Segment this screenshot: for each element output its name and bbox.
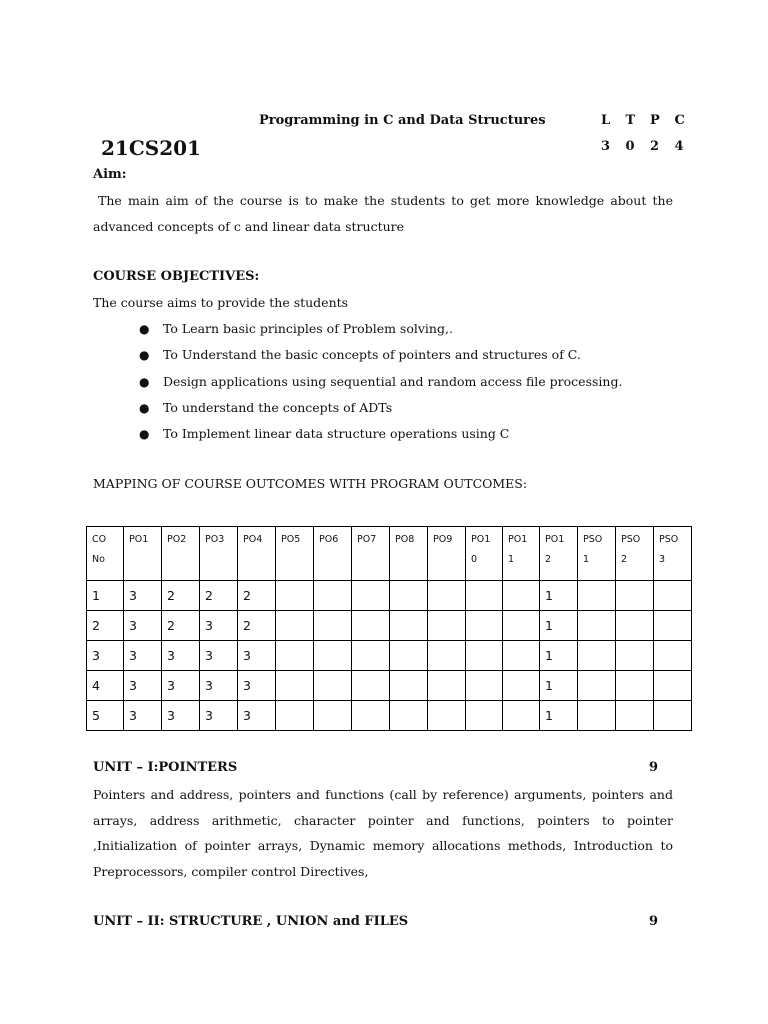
column-header-line1: PO1 — [471, 534, 491, 545]
unit1-title: UNIT – I:POINTERS — [93, 760, 238, 775]
table-cell — [466, 671, 503, 701]
column-header-line1: PO3 — [205, 534, 225, 545]
table-cell: 1 — [540, 611, 578, 641]
column-header-line2: 1 — [508, 554, 515, 565]
column-header — [276, 527, 314, 581]
column-header — [466, 527, 503, 581]
table-cell — [314, 641, 352, 671]
table-cell — [654, 581, 692, 611]
table-cell — [503, 671, 540, 701]
table-cell — [428, 581, 466, 611]
ltpc-label-c: C — [674, 113, 685, 128]
table-cell — [276, 641, 314, 671]
table-cell: 1 — [540, 701, 578, 731]
table-cell — [276, 611, 314, 641]
aim-heading: Aim: — [93, 167, 127, 182]
column-header-line1: PO4 — [243, 534, 263, 545]
table-cell — [503, 611, 540, 641]
unit1-text: Pointers and address, pointers and functions (call by reference) arguments, pointers and arrays, address arithmetic, character pointer and functions, pointers to pointer ,Initialization of pointer arrays, Dynamic memory allocations methods, Introduction to Preprocessors, compiler control Directives, — [93, 787, 673, 880]
column-header-line1: PO8 — [395, 534, 415, 545]
objective-item — [93, 316, 693, 342]
table-cell: 3 — [162, 641, 200, 671]
column-header — [578, 527, 616, 581]
table-cell: 4 — [87, 671, 124, 701]
ltpc-label-p: P — [650, 113, 660, 128]
table-cell — [654, 701, 692, 731]
ltpc-value-c: 4 — [674, 139, 684, 154]
table-cell — [466, 611, 503, 641]
objective-text: Design applications using sequential and random access file processing. — [163, 373, 623, 389]
table-cell — [466, 581, 503, 611]
column-header-line2: 0 — [471, 554, 478, 565]
table-cell — [616, 671, 654, 701]
table-cell — [466, 641, 503, 671]
table-cell — [428, 641, 466, 671]
table-cell: 3 — [162, 701, 200, 731]
table-cell — [352, 701, 390, 731]
unit1-hours: 9 — [649, 760, 659, 775]
table-cell — [352, 581, 390, 611]
table-cell — [616, 641, 654, 671]
bullet-icon: ● — [139, 374, 150, 389]
table-row — [87, 581, 692, 611]
table-cell — [276, 581, 314, 611]
table-cell: 2 — [200, 581, 238, 611]
column-header — [428, 527, 466, 581]
course-title: Programming in C and Data Structures — [259, 113, 546, 128]
table-cell — [616, 611, 654, 641]
column-header — [200, 527, 238, 581]
table-cell — [578, 701, 616, 731]
objective-text: To Understand the basic concepts of pointers and structures of C. — [163, 347, 581, 363]
objective-item — [93, 369, 693, 395]
objective-item — [93, 421, 693, 447]
column-header-line1: PO7 — [357, 534, 377, 545]
mapping-table — [86, 526, 692, 731]
table-cell — [314, 581, 352, 611]
table-cell: 1 — [540, 581, 578, 611]
bullet-icon: ● — [139, 348, 150, 363]
table-cell — [390, 611, 428, 641]
table-row — [87, 701, 692, 731]
table-row — [87, 611, 692, 641]
table-cell — [466, 701, 503, 731]
table-cell: 3 — [124, 671, 162, 701]
ltpc-label-l: L — [601, 113, 611, 128]
column-header-line1: PO6 — [319, 534, 339, 545]
ltpc-value-t: 0 — [625, 139, 635, 154]
table-cell: 3 — [238, 641, 276, 671]
table-cell — [352, 611, 390, 641]
column-header-line1: PO5 — [281, 534, 301, 545]
column-header — [87, 527, 124, 581]
table-cell — [616, 701, 654, 731]
table-cell: 2 — [238, 581, 276, 611]
column-header-line1: PSO — [583, 534, 603, 545]
table-cell — [276, 701, 314, 731]
table-cell — [654, 641, 692, 671]
ltpc-values — [601, 139, 699, 154]
mapping-heading: MAPPING OF COURSE OUTCOMES WITH PROGRAM OUTCOMES: — [93, 476, 528, 491]
column-header-line1: PO1 — [545, 534, 565, 545]
table-cell: 3 — [162, 671, 200, 701]
column-header-line1: PSO — [659, 534, 679, 545]
bullet-icon: ● — [139, 427, 150, 442]
table-cell — [276, 671, 314, 701]
table-cell: 3 — [124, 581, 162, 611]
column-header-line1: CO — [92, 534, 107, 545]
table-cell — [428, 611, 466, 641]
column-header-line2: 1 — [583, 554, 590, 565]
column-header-line1: PO9 — [433, 534, 453, 545]
table-cell: 1 — [540, 671, 578, 701]
column-header — [654, 527, 692, 581]
objective-item — [93, 395, 693, 421]
column-header — [616, 527, 654, 581]
table-cell: 3 — [124, 701, 162, 731]
column-header — [352, 527, 390, 581]
objectives-list — [93, 316, 693, 447]
ltpc-labels — [601, 113, 699, 128]
table-cell: 3 — [238, 701, 276, 731]
table-cell — [616, 581, 654, 611]
table-cell: 2 — [87, 611, 124, 641]
column-header-line2: 3 — [659, 554, 666, 565]
table-cell: 3 — [200, 611, 238, 641]
table-cell — [314, 671, 352, 701]
ltpc-value-p: 2 — [650, 139, 660, 154]
aim-text: The main aim of the course is to make the students to get more knowledge about the advanced concepts of c and linear data structure — [93, 193, 673, 234]
unit2-title: UNIT – II: STRUCTURE , UNION and FILES — [93, 914, 409, 929]
column-header-line2: 2 — [545, 554, 552, 565]
table-header-row — [87, 527, 692, 581]
table-cell — [654, 671, 692, 701]
column-header — [314, 527, 352, 581]
table-cell: 2 — [162, 611, 200, 641]
table-row — [87, 641, 692, 671]
column-header-line1: PO1 — [508, 534, 528, 545]
table-cell — [390, 701, 428, 731]
table-cell: 2 — [162, 581, 200, 611]
table-cell: 3 — [200, 671, 238, 701]
table-cell: 3 — [200, 701, 238, 731]
ltpc-value-l: 3 — [601, 139, 611, 154]
column-header — [124, 527, 162, 581]
table-cell — [352, 671, 390, 701]
table-cell — [314, 701, 352, 731]
column-header — [503, 527, 540, 581]
table-cell — [654, 611, 692, 641]
objective-text: To understand the concepts of ADTs — [163, 399, 393, 415]
column-header — [540, 527, 578, 581]
objectives-heading: COURSE OBJECTIVES: — [93, 269, 260, 284]
course-code: 21CS201 — [101, 136, 201, 160]
bullet-icon: ● — [139, 322, 150, 336]
table-cell: 1 — [87, 581, 124, 611]
unit2-hours: 9 — [649, 914, 659, 929]
table-cell — [390, 581, 428, 611]
bullet-icon: ● — [139, 400, 150, 415]
objective-item — [93, 342, 693, 368]
table-cell — [578, 581, 616, 611]
table-cell: 3 — [124, 611, 162, 641]
objectives-intro: The course aims to provide the students — [93, 295, 349, 310]
table-cell: 3 — [124, 641, 162, 671]
column-header — [238, 527, 276, 581]
column-header-line1: PSO — [621, 534, 641, 545]
table-cell — [503, 701, 540, 731]
table-row — [87, 671, 692, 701]
table-cell — [428, 701, 466, 731]
table-cell: 3 — [87, 641, 124, 671]
table-cell: 1 — [540, 641, 578, 671]
table-cell — [314, 611, 352, 641]
table-cell: 3 — [200, 641, 238, 671]
table-cell — [578, 611, 616, 641]
column-header-line1: PO1 — [129, 534, 149, 545]
table-cell — [503, 581, 540, 611]
table-cell — [390, 641, 428, 671]
column-header-line1: PO2 — [167, 534, 187, 545]
table-cell — [578, 641, 616, 671]
table-cell — [578, 671, 616, 701]
column-header — [162, 527, 200, 581]
column-header-line2: No — [92, 554, 105, 565]
table-cell — [390, 671, 428, 701]
table-cell — [503, 641, 540, 671]
table-cell: 5 — [87, 701, 124, 731]
table-cell: 3 — [238, 671, 276, 701]
objective-text: To Implement linear data structure operations using C — [163, 426, 510, 442]
column-header — [390, 527, 428, 581]
table-cell — [428, 671, 466, 701]
table-cell: 2 — [238, 611, 276, 641]
objective-text: To Learn basic principles of Problem solving,. — [163, 321, 453, 336]
column-header-line2: 2 — [621, 554, 628, 565]
ltpc-label-t: T — [625, 113, 636, 128]
table-cell — [352, 641, 390, 671]
